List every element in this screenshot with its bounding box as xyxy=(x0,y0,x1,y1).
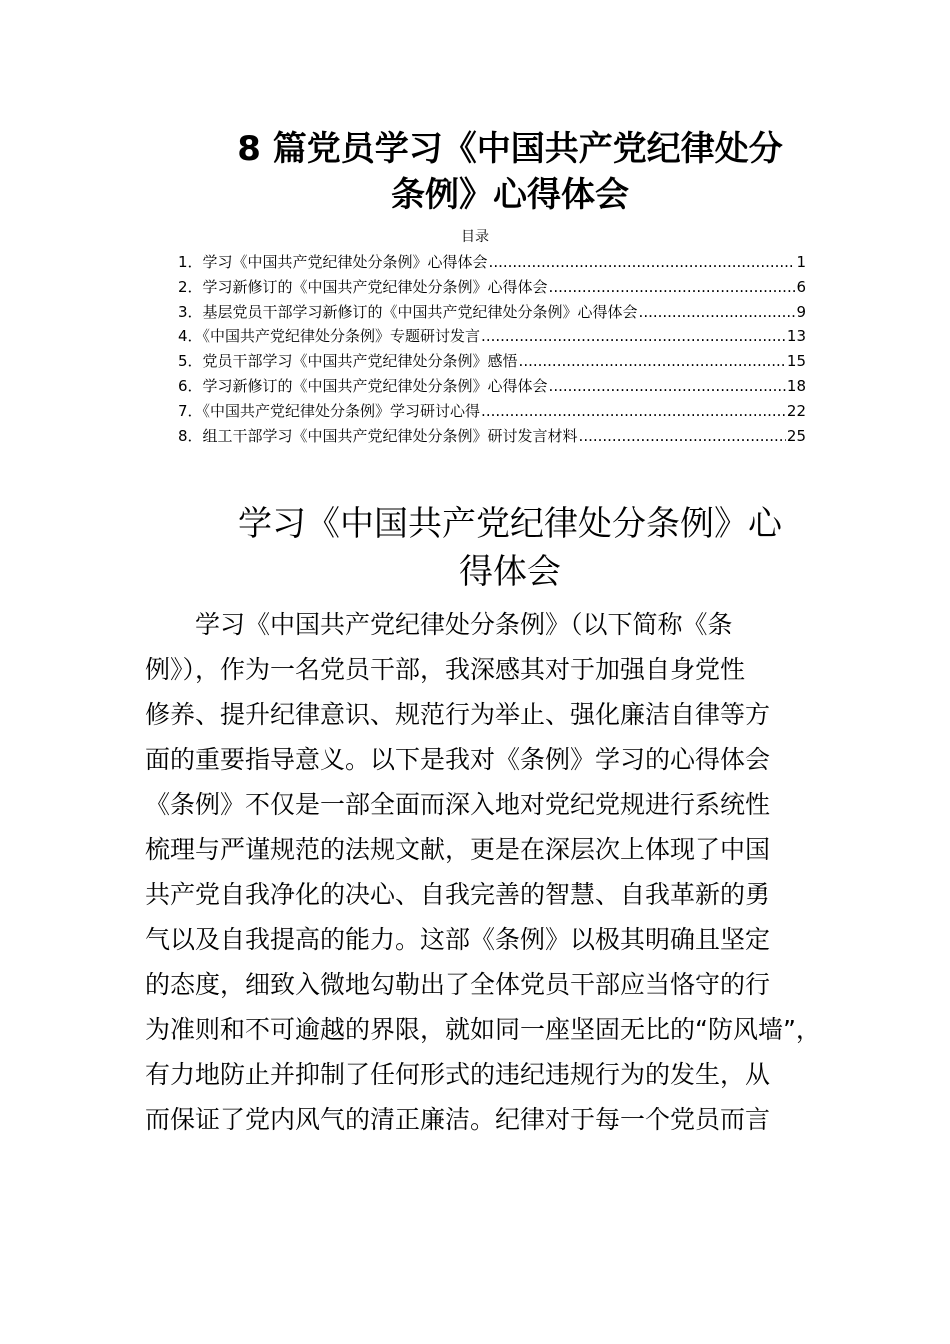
toc-dot-leader xyxy=(639,300,796,325)
section-title xyxy=(180,500,840,596)
toc-page-number: 1 xyxy=(796,253,806,271)
toc-item-2[interactable] xyxy=(178,275,806,300)
table-of-contents xyxy=(178,250,806,448)
body-line: 气以及自我提高的能力。这部《条例》以极其明确且坚定 xyxy=(145,925,771,954)
toc-item-text: 3．基层党员干部学习新修订的《中国共产党纪律处分条例》心得体会 xyxy=(178,302,638,321)
toc-page-number: 9 xyxy=(796,302,806,321)
document-title-line-2: 条例》心得体会 xyxy=(391,175,629,215)
toc-item-7[interactable] xyxy=(178,399,806,424)
document-title xyxy=(180,126,840,218)
toc-item-4[interactable] xyxy=(178,324,806,349)
body-line: 共产党自我净化的决心、自我完善的智慧、自我革新的勇 xyxy=(145,880,771,909)
body-paragraph xyxy=(145,602,821,1142)
toc-item-6[interactable] xyxy=(178,374,806,399)
toc-page-number: 13 xyxy=(786,327,806,346)
document-title-line-1: 8 篇党员学习《中国共产党纪律处分 xyxy=(237,129,783,169)
body-line: 有力地防止并抑制了任何形式的违纪违规行为的发生，从 xyxy=(145,1060,771,1089)
toc-page-number: 18 xyxy=(786,376,806,395)
toc-item-3[interactable] xyxy=(178,300,806,325)
toc-item-text: 7．《中国共产党纪律处分条例》学习研讨心得 xyxy=(178,401,481,420)
toc-item-text: 4．《中国共产党纪律处分条例》专题研讨发言 xyxy=(178,327,481,346)
toc-item-text: 5．党员干部学习《中国共产党纪律处分条例》感悟 xyxy=(178,352,518,371)
toc-item-5[interactable] xyxy=(178,349,806,374)
toc-dot-leader xyxy=(481,399,786,424)
body-line: 《条例》不仅是一部全面而深入地对党纪党规进行系统性 xyxy=(145,790,771,819)
toc-page-number: 25 xyxy=(786,426,806,445)
body-line: 梳理与严谨规范的法规文献，更是在深层次上体现了中国 xyxy=(145,835,771,864)
body-line: 例》），作为一名党员干部，我深感其对于加强自身党性 xyxy=(145,655,746,684)
body-line: 面的重要指导意义。以下是我对《条例》学习的心得体会 xyxy=(145,745,771,774)
toc-item-8[interactable] xyxy=(178,424,806,449)
toc-dot-leader xyxy=(519,349,786,374)
body-line: 为准则和不可逾越的界限，就如同一座坚固无比的“防风墙”， xyxy=(145,1015,821,1044)
toc-dot-leader xyxy=(549,374,786,399)
toc-item-text: 8．组工干部学习《中国共产党纪律处分条例》研讨发言材料 xyxy=(178,426,578,445)
toc-heading: 目录 xyxy=(461,229,489,245)
toc-page-number: 15 xyxy=(786,352,806,371)
section-title-line-2: 得体会 xyxy=(459,552,561,592)
toc-dot-leader xyxy=(549,275,796,300)
toc-item-text: 6．学习新修订的《中国共产党纪律处分条例》心得体会 xyxy=(178,376,548,395)
toc-dot-leader xyxy=(481,324,786,349)
toc-page-number: 22 xyxy=(786,401,806,420)
body-line: 而保证了党内风气的清正廉洁。纪律对于每一个党员而言 xyxy=(145,1105,771,1134)
toc-item-text: 2．学习新修订的《中国共产党纪律处分条例》心得体会 xyxy=(178,277,548,296)
toc-dot-leader xyxy=(579,424,786,449)
body-line: 修养、提升纪律意识、规范行为举止、强化廉洁自律等方 xyxy=(145,700,771,729)
toc-item-1[interactable] xyxy=(178,250,806,275)
section-title-line-1: 学习《中国共产党纪律处分条例》心 xyxy=(238,504,782,544)
body-line: 学习《中国共产党纪律处分条例》（以下简称《条 xyxy=(195,610,733,639)
toc-page-number: 6 xyxy=(796,277,806,296)
toc-item-text: 1．学习《中国共产党纪律处分条例》心得体会 xyxy=(178,253,488,271)
body-line: 的态度，细致入微地勾勒出了全体党员干部应当恪守的行 xyxy=(145,970,771,999)
toc-dot-leader xyxy=(489,250,796,275)
